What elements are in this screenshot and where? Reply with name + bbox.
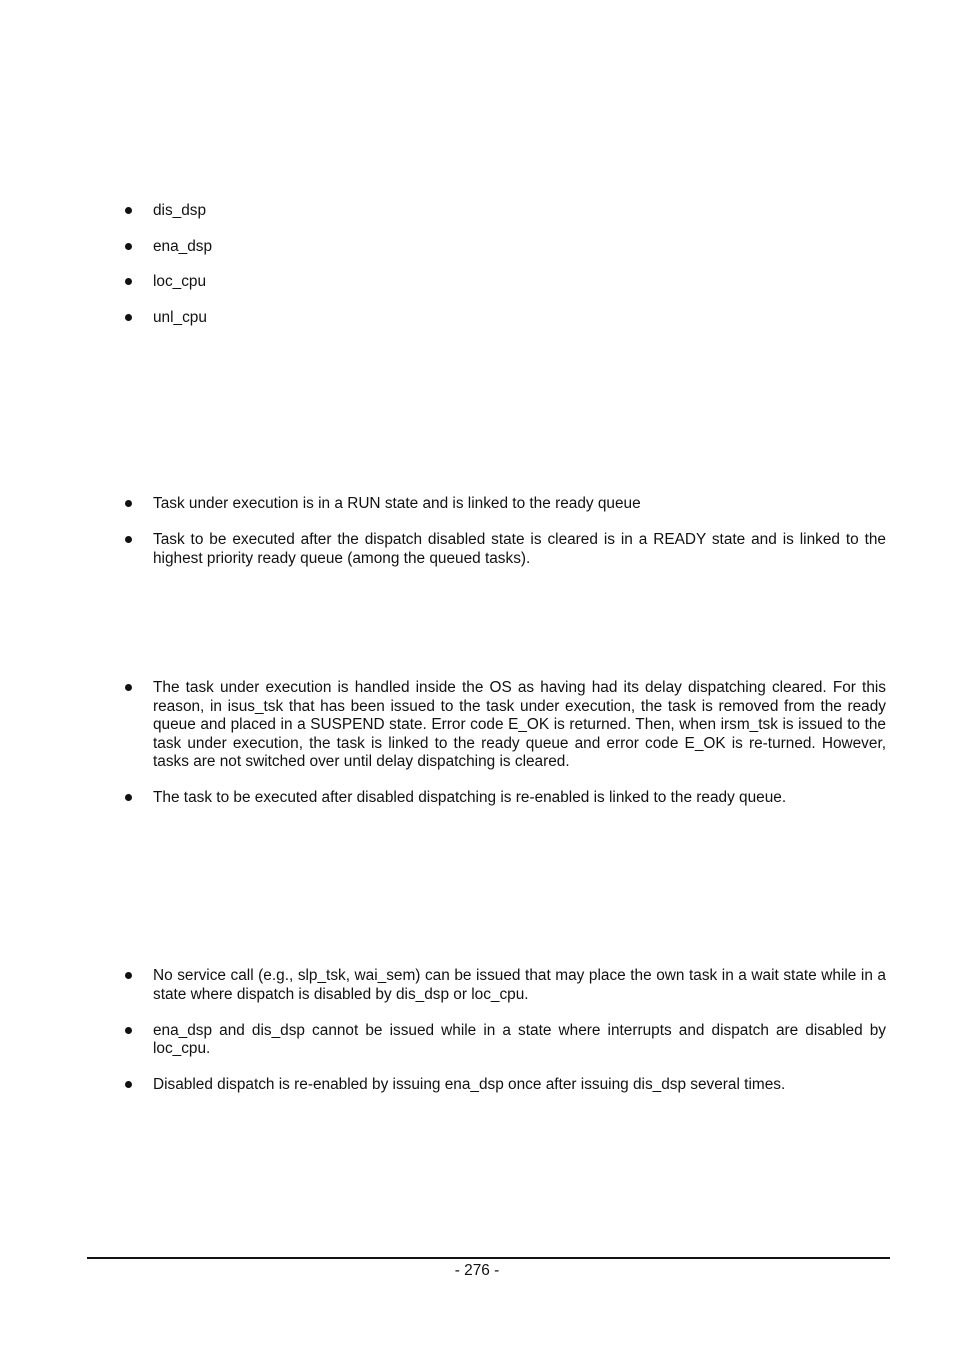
list-item: [0, 531, 886, 568]
list-item-text: ena_dsp and dis_dsp cannot be issued while in a state where interrupts and dispatch are disabled by loc_cpu.: [153, 1021, 886, 1057]
list-item: [0, 1022, 886, 1059]
list-item: [0, 967, 886, 1004]
list-item-text: ena_dsp: [153, 237, 213, 255]
list-item: [0, 789, 886, 808]
bullet-icon: [125, 794, 132, 801]
task-state-list: [0, 495, 886, 586]
page-number: - 276 -: [454, 1262, 500, 1279]
caution-list: [0, 967, 886, 1112]
list-item: [0, 495, 886, 514]
bullet-icon: [125, 972, 132, 979]
non-task-context-list: [0, 679, 886, 825]
list-item-text: The task to be executed after disabled dispatching is re-enabled is linked to the ready queue.: [153, 789, 787, 806]
list-item-text: Task under execution is in a RUN state and is linked to the ready queue: [153, 495, 641, 512]
list-item: [0, 1076, 886, 1095]
bullet-icon: [125, 500, 132, 507]
list-item-text: Task to be executed after the dispatch disabled state is cleared is in a READY state and is linked to the highest priority ready queue (among the queued tasks).: [153, 531, 886, 567]
list-item-text: No service call (e.g., slp_tsk, wai_sem) can be issued that may place the own task in a wait state while in a state where dispatch is disabled by dis_dsp or loc_cpu.: [153, 967, 886, 1003]
list-item-text: unl_cpu: [153, 308, 207, 326]
bullet-icon: [125, 243, 132, 250]
bullet-icon: [125, 1081, 132, 1088]
footer-divider: [87, 1257, 890, 1259]
list-item-text: The task under execution is handled inside the OS as having had its delay dispatching cleared. For this reason, in isus_tsk that has been issued to the task under execution, the task is removed from the ready queue and placed in a SUSPEND state. Error code E_OK is returned. Then, when irsm_tsk is issued to the task under execution, the task is linked to the ready queue and error code E_OK is re-turned. However, tasks are not switched over until delay dispatching is cleared.: [153, 679, 886, 770]
list-item: [0, 679, 886, 772]
list-item: [0, 238, 886, 257]
bullet-icon: [125, 278, 132, 285]
list-item-text: dis_dsp: [153, 202, 207, 219]
list-item-text: loc_cpu: [153, 273, 207, 290]
service-call-list: [0, 202, 886, 344]
bullet-icon: [125, 684, 132, 691]
list-item: [0, 309, 886, 328]
bullet-icon: [125, 314, 132, 321]
bullet-icon: [125, 536, 132, 543]
list-item-text: Disabled dispatch is re-enabled by issuing ena_dsp once after issuing dis_dsp several times.: [153, 1076, 786, 1093]
list-item: [0, 202, 886, 221]
list-item: [0, 273, 886, 292]
bullet-icon: [125, 1027, 132, 1034]
bullet-icon: [125, 207, 132, 214]
